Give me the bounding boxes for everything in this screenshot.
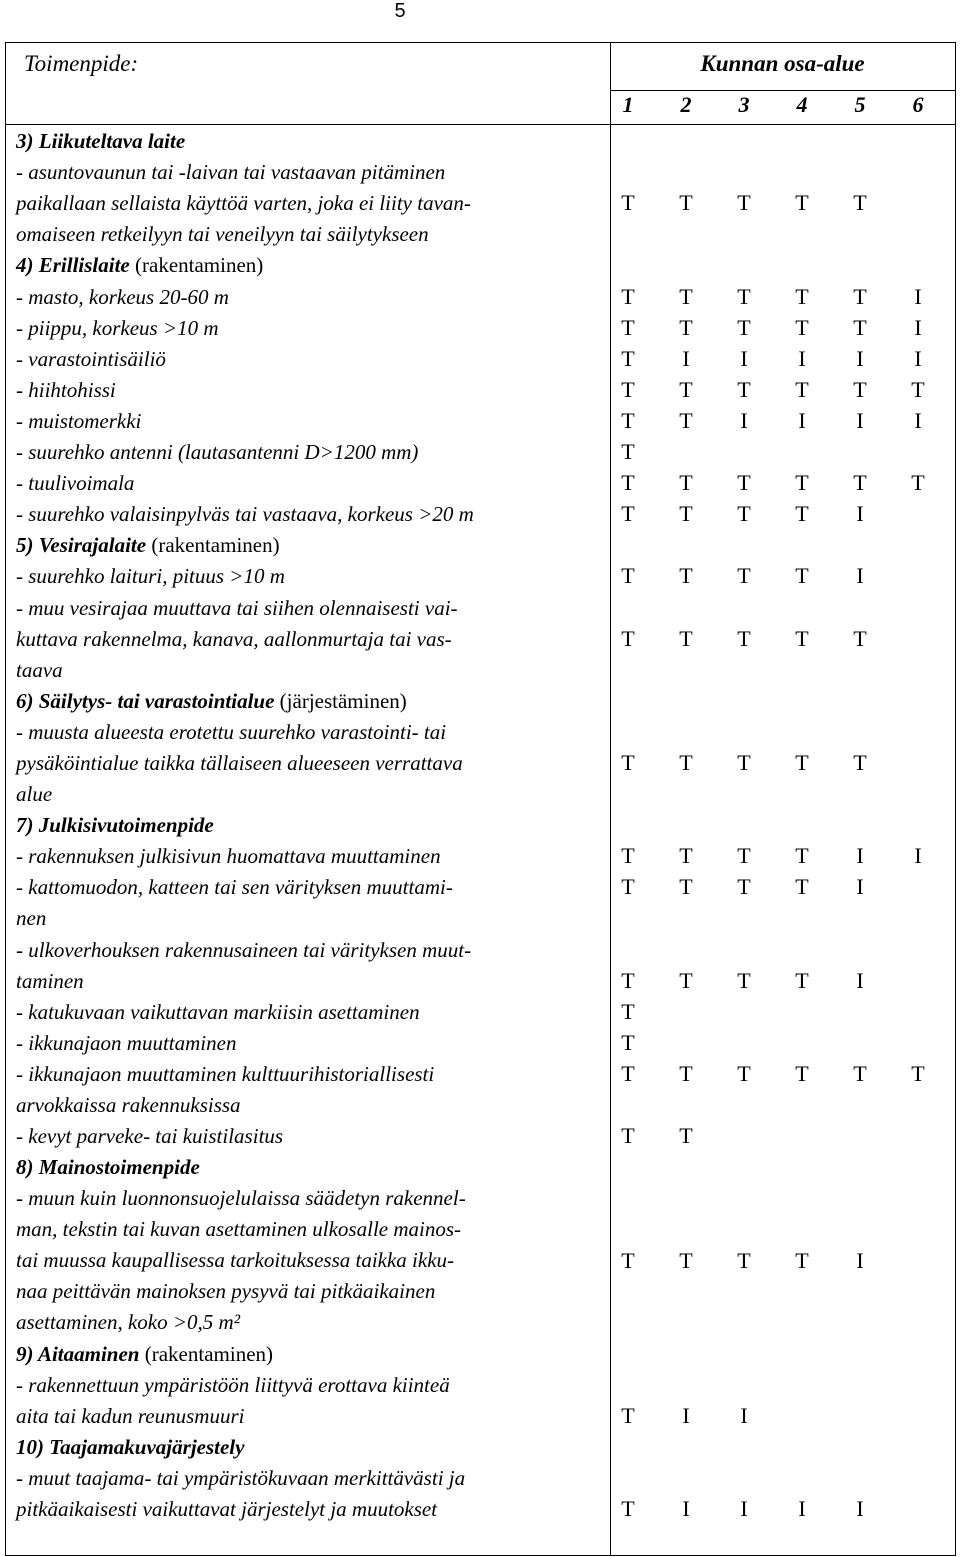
measure-description (16, 561, 606, 592)
area-6-mark: I (914, 407, 922, 433)
measure-text-line: - suurehko antenni (lautasantenni D>1200 mm) (16, 440, 419, 464)
measure-text-line: paikallaan sellaista käyttöä varten, joka ei liity tavan- (16, 191, 471, 216)
measure-text-line: - rakennuksen julkisivun huomattava muuttaminen (16, 844, 441, 869)
area-4-mark: T (795, 376, 809, 402)
measure-text-line: - asuntovaunun tai -laivan tai vastaavan pitäminen (16, 160, 446, 185)
area-6-mark: I (914, 283, 922, 309)
area-4-mark: I (798, 407, 806, 433)
measure-description (16, 997, 606, 1028)
area-4-mark: T (795, 1061, 809, 1086)
measure-text-line: - ikkunajaon muuttaminen kulttuurihistoriallisesti (16, 1062, 435, 1086)
area-6-mark: I (914, 314, 922, 340)
area-2-mark: I (682, 1403, 690, 1429)
area-1-mark: T (621, 1123, 635, 1149)
measure-description (16, 593, 606, 686)
area-6-mark: T (911, 470, 925, 496)
section-heading (16, 810, 606, 841)
area-1-mark: T (621, 407, 635, 433)
area-1-mark: T (621, 874, 635, 900)
header-bottom-rule (6, 124, 955, 125)
area-2-mark: T (679, 874, 693, 900)
measure-text-line: naa peittävän mainoksen pysyvä tai pitkäaikainen (16, 1279, 436, 1304)
area-4-mark: T (795, 501, 809, 527)
section-qualifier: (rakentaminen) (139, 1341, 274, 1366)
area-5-mark: I (856, 345, 864, 371)
area-4-mark: T (795, 625, 809, 651)
area-5-mark: I (856, 407, 864, 433)
measure-text-line: pitkäaikaisesti vaikuttavat järjestelyt ja muutokset (16, 1497, 438, 1522)
area-1-mark: T (621, 1496, 635, 1522)
measure-description (16, 282, 606, 313)
section-title: 5) Vesirajalaite (16, 533, 147, 558)
page-number: 5 (394, 0, 406, 22)
area-5-mark: T (853, 376, 867, 402)
measure-text-line: - ikkunajaon muuttaminen (16, 1030, 237, 1055)
area-1-mark: T (621, 1029, 635, 1055)
area-6-mark: T (911, 1061, 925, 1086)
area-1-mark: T (621, 501, 635, 527)
measure-text-line: - tuulivoimala (16, 471, 135, 496)
area-2-mark: T (679, 967, 693, 993)
measure-description (16, 313, 606, 344)
measure-text-line: - muut taajama- tai ympäristökuvaan merkittävästi ja (16, 1466, 466, 1491)
area-4-mark: T (795, 314, 809, 340)
area-1-mark: T (621, 190, 635, 216)
measure-description (16, 935, 606, 997)
measure-text-line: - suurehko laituri, pituus >10 m (16, 564, 285, 589)
area-4-mark: I (798, 1496, 806, 1522)
area-2-mark: T (679, 314, 693, 340)
area-3-mark: T (737, 314, 751, 340)
area-3-mark: T (737, 1247, 751, 1273)
area-4-mark: I (798, 345, 806, 371)
measure-text-line: aita tai kadun reunusmuuri (16, 1404, 245, 1428)
section-heading (16, 126, 606, 157)
column-number-5: 5 (854, 92, 866, 117)
area-5-mark: T (853, 190, 867, 216)
area-3-mark: I (740, 407, 748, 433)
area-5-mark: I (856, 1247, 864, 1273)
measure-text-line: arvokkaissa rakennuksissa (16, 1093, 241, 1117)
area-3-mark: T (737, 470, 751, 496)
area-2-mark: I (682, 345, 690, 371)
column-divider (610, 43, 611, 1555)
area-3-mark: T (737, 625, 751, 651)
section-heading (16, 1339, 606, 1370)
area-1-mark: T (621, 314, 635, 340)
area-3-mark: T (737, 190, 751, 216)
measure-text-line: - muun kuin luonnonsuojelulaissa säädetyn rakennel- (16, 1186, 466, 1211)
area-1-mark: T (621, 1403, 635, 1429)
area-1-mark: T (621, 750, 635, 775)
area-6-mark: T (911, 376, 925, 402)
area-5-mark: I (856, 563, 864, 589)
header-toimenpide: Toimenpide: (24, 51, 139, 76)
section-title: 6) Säilytys- tai varastointialue (16, 688, 275, 713)
area-5-mark: T (853, 750, 867, 775)
section-title: 8) Mainostoimenpide (16, 1155, 200, 1180)
measure-text-line: - piippu, korkeus >10 m (16, 315, 219, 340)
area-2-mark: T (679, 376, 693, 402)
area-1-mark: T (621, 376, 635, 402)
area-3-mark: T (737, 501, 751, 527)
area-2-mark: T (679, 407, 693, 433)
measure-text-line: nen (16, 906, 47, 931)
area-5-mark: T (853, 625, 867, 651)
area-1-mark: T (621, 967, 635, 993)
area-3-mark: T (737, 967, 751, 993)
area-3-mark: T (737, 843, 751, 869)
area-4-mark: T (795, 874, 809, 900)
measure-description (16, 841, 606, 872)
measure-text-line: - muu vesirajaa muuttava tai siihen olennaisesti vai- (16, 595, 458, 620)
measure-description (16, 375, 606, 406)
measure-description (16, 1370, 606, 1432)
area-3-mark: T (737, 1061, 751, 1086)
measure-description (16, 1059, 606, 1121)
area-3-mark: T (737, 874, 751, 900)
area-3-mark: I (740, 1496, 748, 1522)
area-1-mark: T (621, 1061, 635, 1086)
area-4-mark: T (795, 563, 809, 589)
section-title: 3) Liikuteltava laite (16, 129, 186, 153)
section-heading (16, 686, 606, 717)
area-2-mark: T (679, 1061, 693, 1086)
section-title: 9) Aitaaminen (16, 1341, 140, 1366)
area-2-mark: T (679, 625, 693, 651)
area-5-mark: T (853, 470, 867, 496)
header-divider (610, 90, 955, 91)
measure-text-line: asettaminen, koko >0,5 m² (16, 1310, 241, 1335)
column-number-3: 3 (738, 92, 750, 117)
column-number-2: 2 (680, 92, 692, 117)
measure-text-line: tai muussa kaupallisessa tarkoituksessa taikka ikku- (16, 1248, 455, 1273)
measure-text-line: man, tekstin tai kuvan asettaminen ulkosalle mainos- (16, 1217, 462, 1242)
measure-text-line: - rakennettuun ympäristöön liittyvä erottava kiinteä (16, 1373, 450, 1397)
area-3-mark: T (737, 750, 751, 775)
area-2-mark: T (679, 283, 693, 309)
column-number-1: 1 (622, 92, 634, 117)
measure-text-line: - muistomerkki (16, 408, 142, 433)
measure-description (16, 499, 606, 530)
area-1-mark: T (621, 439, 635, 464)
area-2-mark: T (679, 1247, 693, 1273)
section-title: 7) Julkisivutoimenpide (16, 813, 214, 838)
measure-description (16, 344, 606, 375)
area-4-mark: T (795, 190, 809, 216)
measures-table (5, 42, 956, 1556)
area-4-mark: T (795, 843, 809, 869)
area-2-mark: T (679, 470, 693, 496)
section-title: 4) Erillislaite (16, 253, 130, 278)
section-qualifier: (rakentaminen) (146, 533, 280, 558)
area-3-mark: I (740, 1403, 748, 1429)
header-kunnan-osa-alue: Kunnan osa-alue (700, 51, 865, 76)
measure-text-line: kuttava rakennelma, kanava, aallonmurtaja tai vas- (16, 626, 452, 651)
column-number-4: 4 (796, 92, 808, 117)
measure-text-line: - muusta alueesta erotettu suurehko varastointi- tai (16, 719, 447, 744)
area-1-mark: T (621, 470, 635, 496)
area-1-mark: T (621, 1247, 635, 1273)
measure-text-line: - hiihtohissi (16, 377, 116, 402)
measure-description (16, 1121, 606, 1152)
area-4-mark: T (795, 1247, 809, 1273)
area-3-mark: T (737, 376, 751, 402)
measure-text-line: - kattomuodon, katteen tai sen värityksen muuttami- (16, 875, 453, 900)
area-2-mark: T (679, 1123, 693, 1149)
measure-description (16, 872, 606, 934)
column-number-6: 6 (912, 92, 924, 117)
measure-text-line: - suurehko valaisinpylväs tai vastaava, korkeus >20 m (16, 502, 474, 527)
area-1-mark: T (621, 283, 635, 309)
measure-text-line: - masto, korkeus 20-60 m (16, 284, 229, 309)
area-3-mark: T (737, 283, 751, 309)
section-heading (16, 1152, 606, 1183)
section-heading (16, 1432, 606, 1463)
measure-description (16, 717, 606, 810)
area-5-mark: I (856, 1496, 864, 1522)
measure-description (16, 406, 606, 437)
area-4-mark: T (795, 967, 809, 993)
area-6-mark: I (914, 843, 922, 869)
measure-text-line: omaiseen retkeilyyn tai veneilyyn tai säilytykseen (16, 222, 429, 247)
measure-description (16, 1463, 606, 1525)
area-2-mark: I (682, 1496, 690, 1522)
area-4-mark: T (795, 470, 809, 496)
measure-text-line: - ulkoverhouksen rakennusaineen tai värityksen muut- (16, 937, 472, 962)
measure-description (16, 1028, 606, 1059)
area-2-mark: T (679, 750, 693, 775)
area-5-mark: T (853, 1061, 867, 1086)
section-title: 10) Taajamakuvajärjestely (16, 1435, 245, 1460)
area-5-mark: I (856, 843, 864, 869)
area-1-mark: T (621, 998, 635, 1024)
area-1-mark: T (621, 625, 635, 651)
section-qualifier: (rakentaminen) (129, 253, 264, 278)
area-5-mark: T (853, 283, 867, 309)
area-5-mark: I (856, 501, 864, 527)
measure-description (16, 1183, 606, 1338)
area-4-mark: T (795, 750, 809, 775)
measure-description (16, 437, 606, 468)
area-2-mark: T (679, 190, 693, 216)
measure-text-line: pysäköintialue taikka tällaiseen alueeseen verrattava (16, 750, 463, 775)
area-5-mark: I (856, 967, 864, 993)
area-2-mark: T (679, 843, 693, 869)
measure-text-line: - varastointisäiliö (16, 346, 166, 371)
measure-description (16, 157, 606, 250)
measure-description (16, 468, 606, 499)
area-5-mark: I (856, 874, 864, 900)
area-6-mark: I (914, 345, 922, 371)
section-qualifier: (järjestäminen) (274, 688, 407, 713)
measure-text-line: - kevyt parveke- tai kuistilasitus (16, 1124, 284, 1149)
measure-text-line: - katukuvaan vaikuttavan markiisin asettaminen (16, 999, 420, 1024)
area-4-mark: T (795, 283, 809, 309)
area-3-mark: I (740, 345, 748, 371)
area-1-mark: T (621, 843, 635, 869)
area-3-mark: T (737, 563, 751, 589)
area-1-mark: T (621, 563, 635, 589)
section-heading (16, 530, 606, 561)
section-heading (16, 250, 606, 281)
area-1-mark: T (621, 345, 635, 371)
measure-text-line: alue (16, 781, 53, 806)
measure-text-line: taava (16, 657, 63, 682)
area-5-mark: T (853, 314, 867, 340)
area-2-mark: T (679, 563, 693, 589)
area-2-mark: T (679, 501, 693, 527)
measure-text-line: taminen (16, 968, 84, 993)
